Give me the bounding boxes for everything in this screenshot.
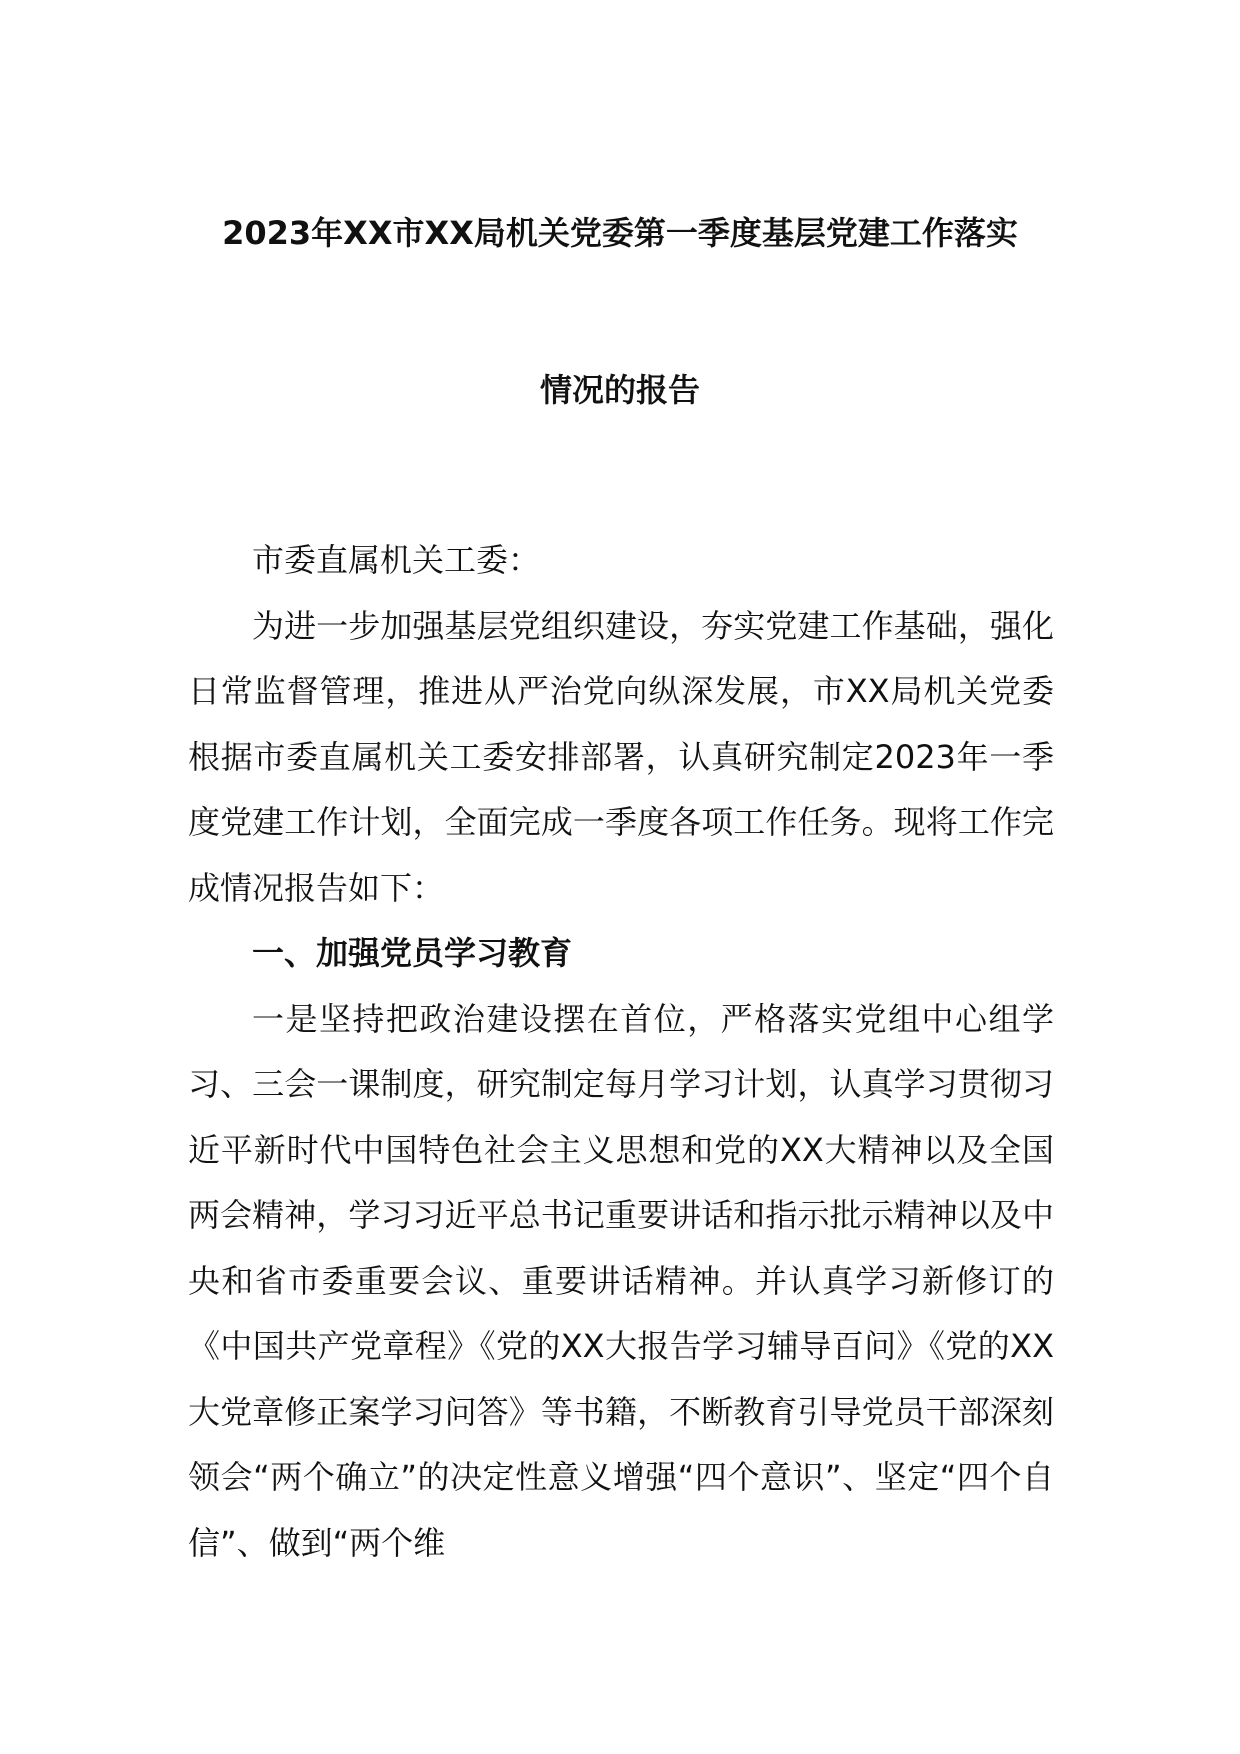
salutation: 市委直属机关工委：: [252, 541, 541, 579]
intro-paragraph: 为进一步加强基层党组织建设，夯实党建工作基础，强化日常监督管理，推进从严治党向纵深发展，市XX局机关党委根据市委直属机关工委安排部署，认真研究制定2023年一季度党建工作计划，全面完成一季度各项工作任务。现将工作完成情况报告如下：: [188, 606, 1054, 907]
document-title-line-1: 2023年XX市XX局机关党委第一季度基层党建工作落实: [222, 214, 1018, 252]
section-heading: 一、加强党员学习教育: [252, 934, 573, 972]
document-title-line-2: 情况的报告: [539, 371, 700, 409]
section-paragraph: 一是坚持把政治建设摆在首位，严格落实党组中心组学习、三会一课制度，研究制定每月学习计划，认真学习贯彻习近平新时代中国特色社会主义思想和党的XX大精神以及全国两会精神，学习习近平总书记重要讲话和指示批示精神以及中央和省市委重要会议、重要讲话精神。并认真学习新修订的《中国共产党章程》《党的XX大报告学习辅导百问》《党的XX大党章修正案学习问答》等书籍，不断教育引导党员干部深刻领会“两个确立”的决定性意义增强“四个意识”、坚定“四个自信”、做到“两个维: [188, 999, 1054, 1562]
document-body: [188, 528, 1054, 1576]
